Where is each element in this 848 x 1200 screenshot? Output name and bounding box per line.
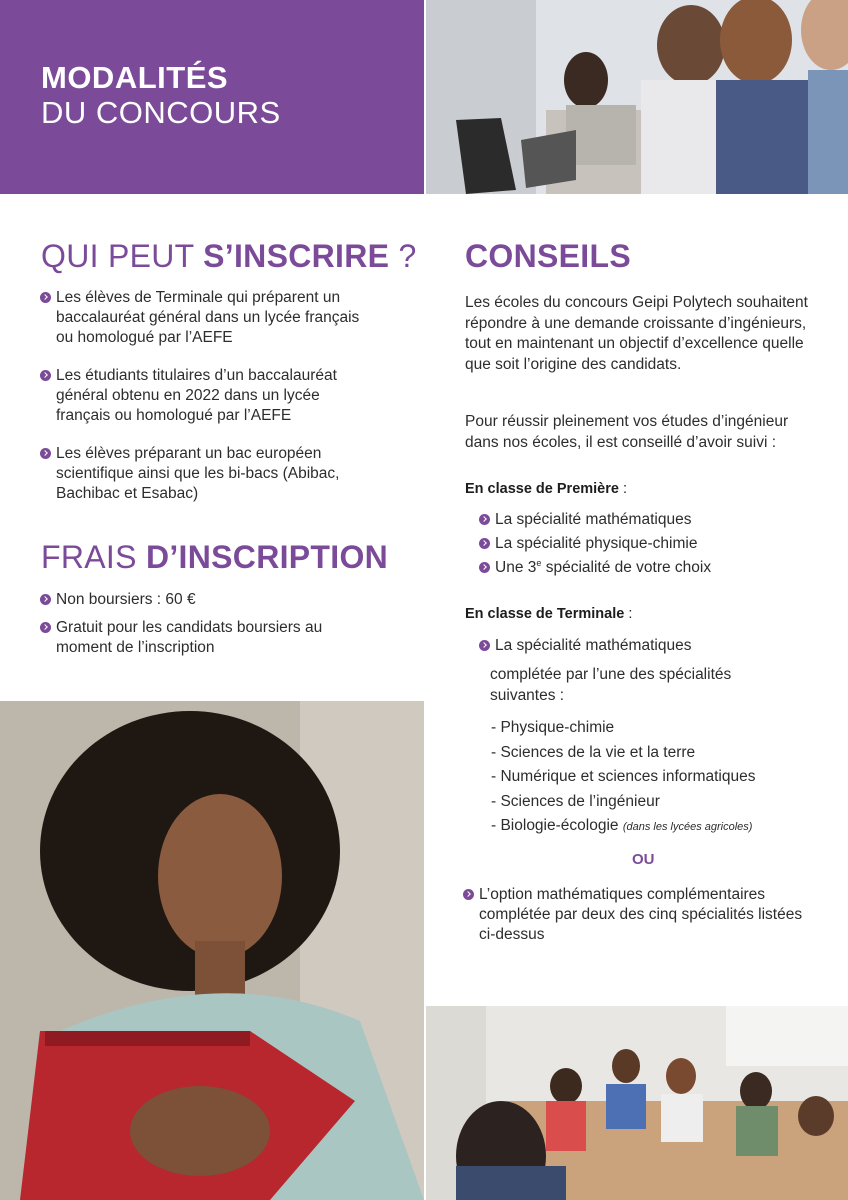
list-item: - Sciences de la vie et la terre bbox=[491, 743, 696, 761]
conseils-title: CONSEILS bbox=[465, 238, 631, 274]
list-item bbox=[40, 618, 370, 658]
list-item-text: La spécialité physique-chimie bbox=[495, 535, 698, 552]
conseils-paragraph-1: Les écoles du concours Geipi Polytech souhaitent répondre à une demande croissante d’ingénieurs, tout en maintenant un objectif d’excellence quelle que soit l’origine des candidats. bbox=[465, 294, 808, 373]
qui-peut-title-bold: S’INSCRIRE bbox=[203, 238, 390, 274]
list-item: - Numérique et sciences informatiques bbox=[491, 768, 756, 786]
chevron-right-icon bbox=[40, 594, 51, 605]
chevron-right-icon bbox=[479, 640, 490, 651]
terminale-list bbox=[479, 636, 819, 656]
conseils-paragraph-2: Pour réussir pleinement vos études d’ingénieur dans nos écoles, il est conseillé d’avoir suivi : bbox=[465, 413, 789, 451]
frais-heading bbox=[41, 539, 421, 575]
list-item-text: L’option mathématiques complémentaires complétée par deux des cinq spécialités listées ci-dessus bbox=[479, 886, 803, 943]
list-item bbox=[479, 558, 819, 578]
completee-text: complétée par l’une des spécialités suivantes : bbox=[490, 666, 732, 704]
superscript-e: e bbox=[536, 557, 542, 568]
frais-title-bold: D’INSCRIPTION bbox=[145, 539, 389, 575]
frais-list bbox=[40, 590, 370, 658]
list-item: - Sciences de l’ingénieur bbox=[491, 792, 660, 810]
premiere-list bbox=[479, 510, 819, 578]
list-item bbox=[479, 510, 819, 530]
page-title-line2: DU CONCOURS bbox=[41, 95, 281, 130]
list-item bbox=[40, 444, 375, 504]
list-item-text: La spécialité mathématiques bbox=[495, 637, 692, 654]
list-item-text-pre: Une 3 bbox=[495, 559, 537, 576]
frais-title-light: FRAIS bbox=[41, 539, 137, 575]
list-item bbox=[40, 366, 375, 426]
qui-peut-list bbox=[40, 288, 375, 504]
chevron-right-icon bbox=[40, 370, 51, 381]
list-item bbox=[491, 814, 831, 840]
terminale-colon: : bbox=[624, 606, 633, 622]
terminale-subheading bbox=[465, 604, 632, 624]
chevron-right-icon bbox=[40, 448, 51, 459]
conseils-heading bbox=[465, 238, 825, 274]
list-item-text: - Biologie-écologie bbox=[491, 817, 619, 835]
ou-separator: OU bbox=[632, 851, 655, 868]
list-item: - Physique-chimie bbox=[491, 719, 615, 736]
chevron-right-icon bbox=[40, 622, 51, 633]
list-item bbox=[479, 636, 819, 656]
list-item bbox=[479, 534, 819, 554]
list-item-text: Non boursiers : 60 € bbox=[56, 591, 196, 608]
chevron-right-icon bbox=[463, 889, 474, 900]
terminale-label: En classe de Terminale bbox=[465, 606, 625, 622]
qui-peut-title-suffix: ? bbox=[398, 238, 417, 274]
chevron-right-icon bbox=[40, 292, 51, 303]
premiere-label: En classe de Première bbox=[465, 481, 619, 497]
list-item bbox=[40, 288, 375, 348]
list-item bbox=[463, 885, 808, 945]
premiere-subheading bbox=[465, 479, 627, 499]
list-item bbox=[40, 590, 370, 610]
list-item-text: Les élèves préparant un bac européen scientifique ainsi que les bi-bacs (Abibac, Bachibac et Esabac) bbox=[56, 445, 340, 502]
students-laptops-photo bbox=[426, 0, 848, 194]
qui-peut-heading bbox=[41, 238, 421, 274]
chevron-right-icon bbox=[479, 538, 490, 549]
note-text: (dans les lycées agricoles) bbox=[622, 821, 753, 834]
chevron-right-icon bbox=[479, 562, 490, 573]
chevron-right-icon bbox=[479, 514, 490, 525]
qui-peut-title-light: QUI PEUT bbox=[41, 238, 194, 274]
classroom-photo bbox=[426, 1006, 848, 1200]
premiere-colon: : bbox=[618, 481, 628, 497]
list-item-text-post: spécialité de votre choix bbox=[541, 559, 712, 576]
student-notebook-photo bbox=[0, 701, 424, 1200]
list-item-text: La spécialité mathématiques bbox=[495, 511, 692, 528]
list-item-text: Les étudiants titulaires d’un baccalauréat général obtenu en 2022 dans un lycée français ou homologué par l’AEFE bbox=[56, 367, 337, 424]
specialites-list bbox=[491, 716, 831, 840]
page-title-line1: MODALITÉS bbox=[41, 60, 229, 95]
page-title bbox=[41, 60, 281, 130]
option-list bbox=[463, 885, 808, 945]
list-item-text: Gratuit pour les candidats boursiers au moment de l’inscription bbox=[56, 619, 323, 656]
list-item-text: Les élèves de Terminale qui préparent un baccalauréat général dans un lycée français ou homologué par l’AEFE bbox=[56, 289, 360, 346]
